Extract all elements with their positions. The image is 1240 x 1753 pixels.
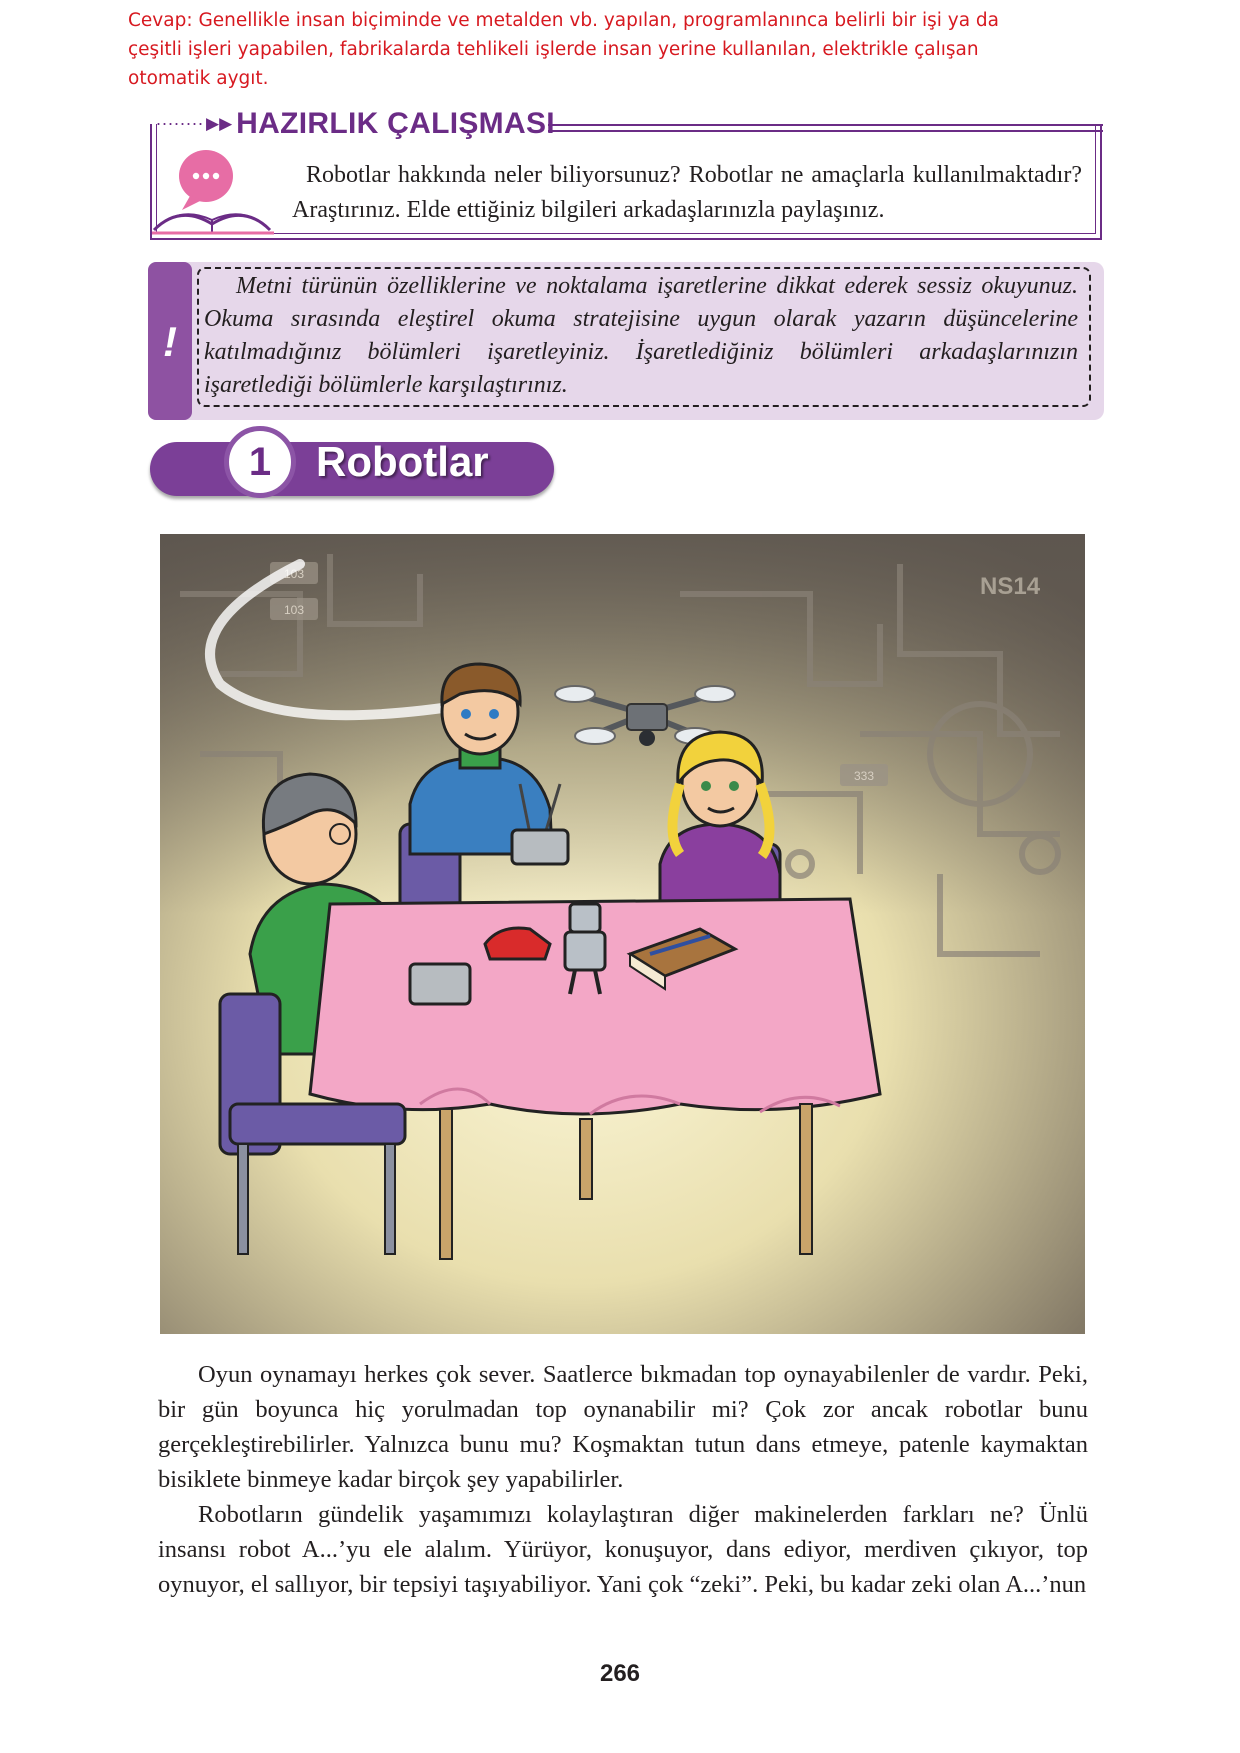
chip-label: 333 [854, 769, 875, 783]
paragraph: Robotların gündelik yaşamımızı kolaylaştıran diğer makinelerden farkları ne? Ünlü insansı robot A...’yu ele alalım. Yürüyor, konuşuyor, dans ediyor, merdiven çıkıyor, top oynuyor, el sallıyor, bir tepsiyi taşıyabiliyor. Yani çok “zeki”. Peki, bu kadar zeki olan A...’nun [158, 1501, 1088, 1598]
preparation-text: Robotlar hakkında neler biliyorsunuz? Robotlar ne amaçlarla kullanılmaktadır? Araştırınız. Elde ettiğiniz bilgileri arkadaşlarınızla paylaşınız. [292, 162, 1082, 223]
double-arrow-icon: ▶▶ [206, 114, 233, 133]
controller [410, 964, 470, 1004]
dots-decoration: ........ [156, 108, 205, 129]
robot-illustration [160, 534, 1085, 1334]
section-number: 1 [224, 426, 296, 498]
page-number: 266 [599, 1660, 641, 1687]
instruction-text: Metni türünün özelliklerine ve noktalama işaretlerine dikkat ederek sessiz okuyunuz. Okuma sırasında eleştirel okuma stratejisine uygun olarak yazarın düşüncelerine katılmadığınız bölümleri işaretleyiniz. İşaretlediğiniz bölümleri arkadaşlarınızın işaretlediği bölümlerle karşılaştırınız. [204, 273, 1078, 398]
section-title: Robotlar [316, 438, 489, 485]
chip-label: 103 [284, 567, 305, 581]
body-text [158, 1357, 1088, 1602]
exclamation-icon: ! [163, 318, 177, 365]
preparation-title: HAZIRLIK ÇALIŞMASI [236, 107, 555, 140]
chip-label: 103 [284, 603, 305, 617]
answer-note: Cevap: Genellikle insan biçiminde ve metalden vb. yapılan, programlanınca belirli bir işi ya da çeşitli işleri yapabilen, fabrikalarda tehlikeli işlerde insan yerine kullanılan, elektrikle çalışan otomatik aygıt. [128, 10, 999, 89]
speech-book-icon [150, 144, 276, 236]
chip-label-ns14: NS14 [980, 573, 1041, 600]
paragraph: Oyun oynamayı herkes çok sever. Saatlerce bıkmadan top oynayabilenler de vardır. Peki, bir gün boyunca hiç yorulmadan top oynanabilir mi? Çok zor ancak robotlar bunu gerçekleştirebilirler. Yalnızca bunu mu? Koşmaktan tutun dans etmeye, patenle kaymaktan bisiklete binmeye kadar birçok şey yapabilirler. [158, 1361, 1088, 1493]
